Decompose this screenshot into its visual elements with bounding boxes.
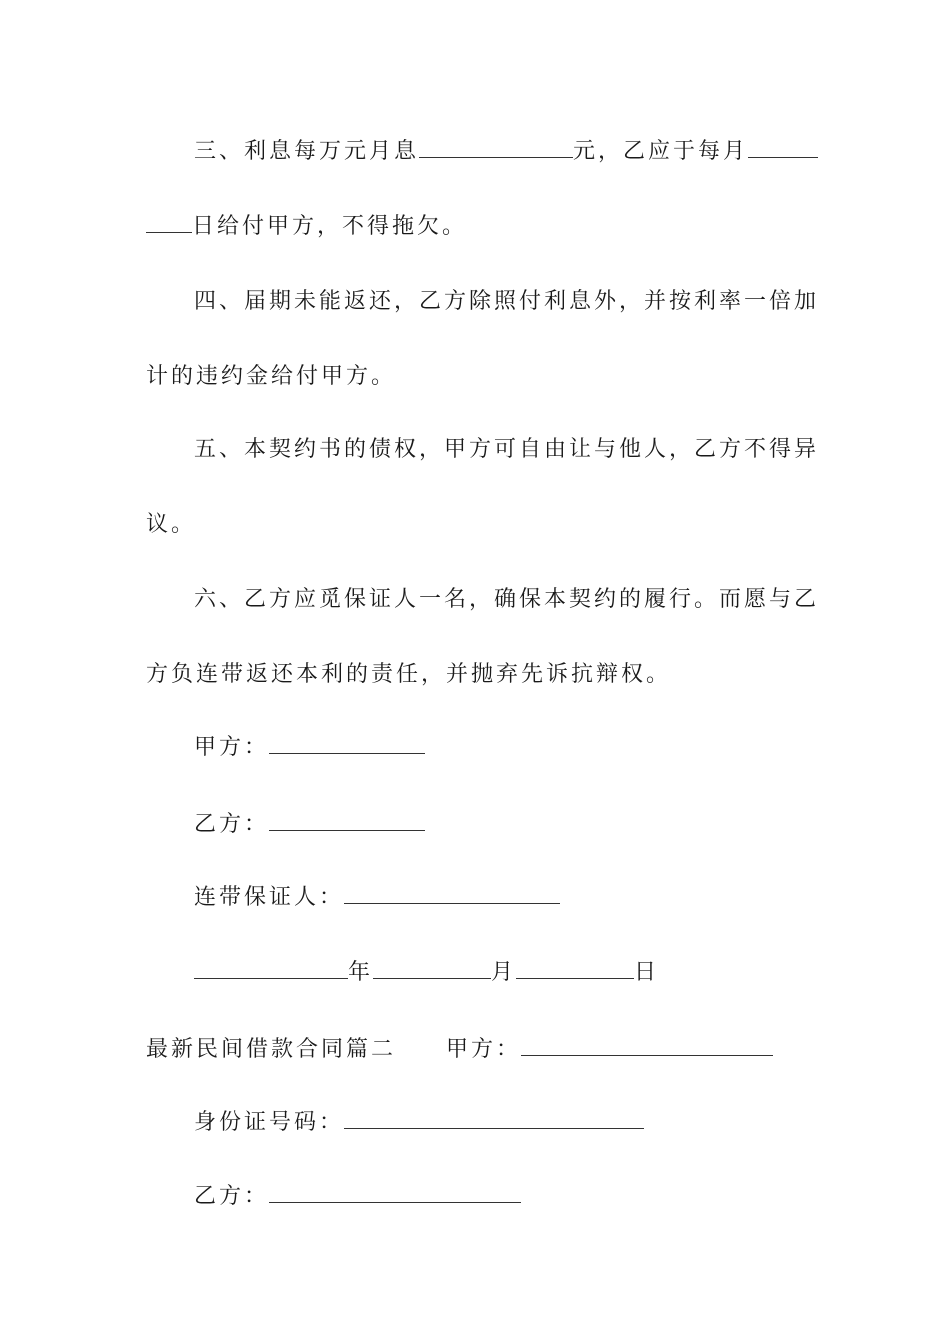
section-2-party-b-line [194,1182,521,1212]
clause-3-text-a: 三、利息每万元月息 [194,139,420,164]
month-label: 月 [491,960,517,985]
section-2-party-a-blank[interactable] [521,1035,773,1056]
section-2-party-a-label: 甲方： [446,1037,522,1062]
clause-5-line-1: 五、本契约书的债权，甲方可自由让与他人，乙方不得异 [194,437,820,462]
party-a-blank[interactable] [269,733,425,754]
id-number-line [194,1108,644,1138]
clause-3-text-b: 元，乙应于每月 [573,139,749,164]
section-2-title: 最新民间借款合同篇二 [146,1037,397,1062]
clause-4-line-1: 四、届期未能返还，乙方除照付利息外，并按利率一倍加 [194,289,820,314]
section-2-party-b-label: 乙方： [194,1184,270,1209]
party-b-blank[interactable] [269,810,425,831]
guarantor-blank[interactable] [344,883,560,904]
clause-3-line-1 [194,137,818,167]
year-label: 年 [348,960,374,985]
party-b-signature-line [194,810,425,840]
section-2-party-b-blank[interactable] [269,1182,521,1203]
guarantor-label: 连带保证人： [194,885,345,910]
id-number-blank[interactable] [344,1108,644,1129]
payment-day-blank-b[interactable] [146,212,192,233]
interest-amount-blank[interactable] [419,137,573,158]
clause-6-line-1: 六、乙方应觅保证人一名，确保本契约的履行。而愿与乙 [194,587,820,612]
guarantor-signature-line [194,883,560,913]
clause-3-text-c: 日给付甲方，不得拖欠。 [192,214,468,239]
clause-5-line-2: 议。 [146,512,197,537]
month-blank[interactable] [373,958,491,979]
party-a-signature-line [194,733,425,763]
id-number-label: 身份证号码： [194,1110,345,1135]
day-blank[interactable] [516,958,634,979]
section-2-heading-line [146,1035,773,1065]
year-blank[interactable] [194,958,348,979]
party-b-label: 乙方： [194,812,270,837]
clause-3-line-2 [146,212,467,242]
clause-4-line-2: 计的违约金给付甲方。 [146,364,397,389]
party-a-label: 甲方： [194,735,270,760]
day-label: 日 [634,960,660,985]
clause-6-line-2: 方负连带返还本利的责任，并抛弃先诉抗辩权。 [146,662,672,687]
date-line [194,958,659,988]
payment-day-blank-a[interactable] [748,137,818,158]
